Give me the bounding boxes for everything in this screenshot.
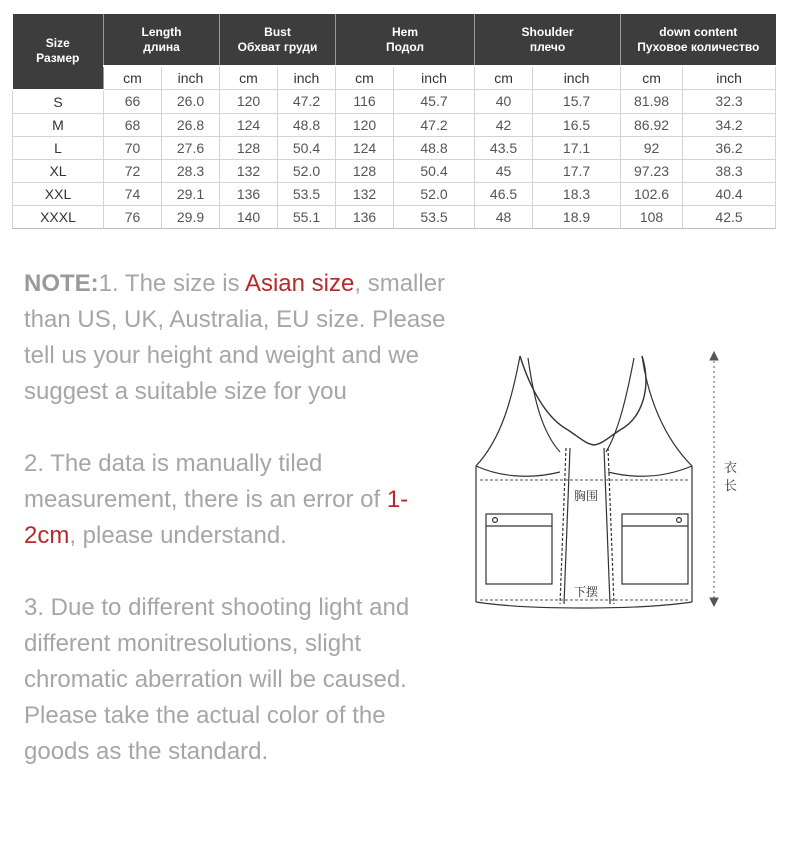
measurement-arrows	[480, 352, 718, 606]
header-down-content: down content Пуховое количество	[621, 14, 776, 66]
value-cell: 29.9	[162, 205, 220, 228]
header-length: Length длина	[104, 14, 220, 66]
value-cell: 140	[220, 205, 278, 228]
value-cell: 18.9	[533, 205, 621, 228]
value-cell: 17.1	[533, 136, 621, 159]
value-cell: 70	[104, 136, 162, 159]
table-row	[13, 90, 776, 114]
note-label: NOTE:	[24, 270, 99, 297]
header-size: Size Размер	[13, 14, 104, 90]
hem-label: 下摆	[574, 585, 599, 599]
header-shoulder: Shoulder плечо	[475, 14, 621, 66]
value-cell: 124	[336, 136, 394, 159]
note-2-highlight: 1-2cm	[24, 486, 409, 549]
note-2-suffix: , please understand.	[69, 522, 287, 549]
value-cell: 86.92	[621, 113, 683, 136]
value-cell: 53.5	[278, 182, 336, 205]
unit-cm: cm	[475, 66, 533, 90]
value-cell: 45	[475, 159, 533, 182]
value-cell: 102.6	[621, 182, 683, 205]
value-cell: 40	[475, 90, 533, 114]
note-3: 3. Due to different shooting light and different monitresolutions, slight chromatic aberration will be caused. Please take the actual color of the goods as the standard.	[24, 594, 410, 765]
value-cell: 26.8	[162, 113, 220, 136]
value-cell: 108	[621, 205, 683, 228]
value-cell: 52.0	[278, 159, 336, 182]
value-cell: 34.2	[683, 113, 776, 136]
table-row	[13, 182, 776, 205]
unit-cm: cm	[220, 66, 278, 90]
value-cell: 42	[475, 113, 533, 136]
value-cell: 74	[104, 182, 162, 205]
note-2	[24, 446, 454, 554]
note-1	[24, 266, 454, 410]
size-cell: XXXL	[13, 205, 104, 228]
value-cell: 38.3	[683, 159, 776, 182]
value-cell: 128	[336, 159, 394, 182]
note-2-prefix: 2. The data is manually tiled measurement, there is an error of	[24, 450, 387, 513]
unit-inch: inch	[394, 66, 475, 90]
value-cell: 72	[104, 159, 162, 182]
value-cell: 128	[220, 136, 278, 159]
value-cell: 32.3	[683, 90, 776, 114]
value-cell: 116	[336, 90, 394, 114]
value-cell: 40.4	[683, 182, 776, 205]
value-cell: 45.7	[394, 90, 475, 114]
table-row	[13, 136, 776, 159]
value-cell: 29.1	[162, 182, 220, 205]
value-cell: 92	[621, 136, 683, 159]
value-cell: 66	[104, 90, 162, 114]
note-1-suffix: , smaller than US, UK, Australia, EU size. Please tell us your height and weight and we suggest a suitable size for you	[24, 270, 446, 405]
unit-row	[13, 66, 776, 90]
table-header-row	[13, 14, 776, 66]
right-pocket	[622, 514, 688, 584]
value-cell: 26.0	[162, 90, 220, 114]
size-chart-table	[12, 14, 776, 229]
value-cell: 48.8	[278, 113, 336, 136]
value-cell: 52.0	[394, 182, 475, 205]
value-cell: 17.7	[533, 159, 621, 182]
unit-cm: cm	[336, 66, 394, 90]
vest-outline	[476, 356, 692, 608]
length-label-1: 衣	[724, 461, 738, 476]
unit-inch: inch	[683, 66, 776, 90]
value-cell: 97.23	[621, 159, 683, 182]
size-cell: S	[13, 90, 104, 114]
table-row	[13, 159, 776, 182]
header-bust: Bust Обхват груди	[220, 14, 336, 66]
value-cell: 132	[336, 182, 394, 205]
value-cell: 76	[104, 205, 162, 228]
value-cell: 68	[104, 113, 162, 136]
unit-inch: inch	[533, 66, 621, 90]
value-cell: 28.3	[162, 159, 220, 182]
value-cell: 124	[220, 113, 278, 136]
value-cell: 47.2	[394, 113, 475, 136]
value-cell: 48	[475, 205, 533, 228]
value-cell: 36.2	[683, 136, 776, 159]
value-cell: 16.5	[533, 113, 621, 136]
header-hem: Hem Подол	[336, 14, 475, 66]
unit-inch: inch	[162, 66, 220, 90]
value-cell: 27.6	[162, 136, 220, 159]
note-1-prefix: 1. The size is	[98, 270, 245, 297]
size-cell: XXL	[13, 182, 104, 205]
value-cell: 53.5	[394, 205, 475, 228]
value-cell: 18.3	[533, 182, 621, 205]
size-cell: XL	[13, 159, 104, 182]
notes-section	[24, 266, 454, 806]
value-cell: 120	[220, 90, 278, 114]
value-cell: 132	[220, 159, 278, 182]
unit-cm: cm	[104, 66, 162, 90]
value-cell: 43.5	[475, 136, 533, 159]
value-cell: 136	[220, 182, 278, 205]
value-cell: 136	[336, 205, 394, 228]
value-cell: 48.8	[394, 136, 475, 159]
note-1-highlight: Asian size	[244, 270, 355, 297]
value-cell: 15.7	[533, 90, 621, 114]
vest-measurement-diagram	[468, 348, 768, 610]
left-pocket	[486, 514, 552, 584]
size-cell: L	[13, 136, 104, 159]
value-cell: 50.4	[278, 136, 336, 159]
value-cell: 55.1	[278, 205, 336, 228]
unit-cm: cm	[621, 66, 683, 90]
length-label-2: 长	[724, 479, 738, 494]
bust-label: 胸围	[574, 489, 599, 503]
table-row	[13, 205, 776, 228]
value-cell: 120	[336, 113, 394, 136]
value-cell: 46.5	[475, 182, 533, 205]
value-cell: 81.98	[621, 90, 683, 114]
table-body	[13, 90, 776, 229]
value-cell: 50.4	[394, 159, 475, 182]
value-cell: 47.2	[278, 90, 336, 114]
unit-inch: inch	[278, 66, 336, 90]
table-row	[13, 113, 776, 136]
size-cell: M	[13, 113, 104, 136]
value-cell: 42.5	[683, 205, 776, 228]
